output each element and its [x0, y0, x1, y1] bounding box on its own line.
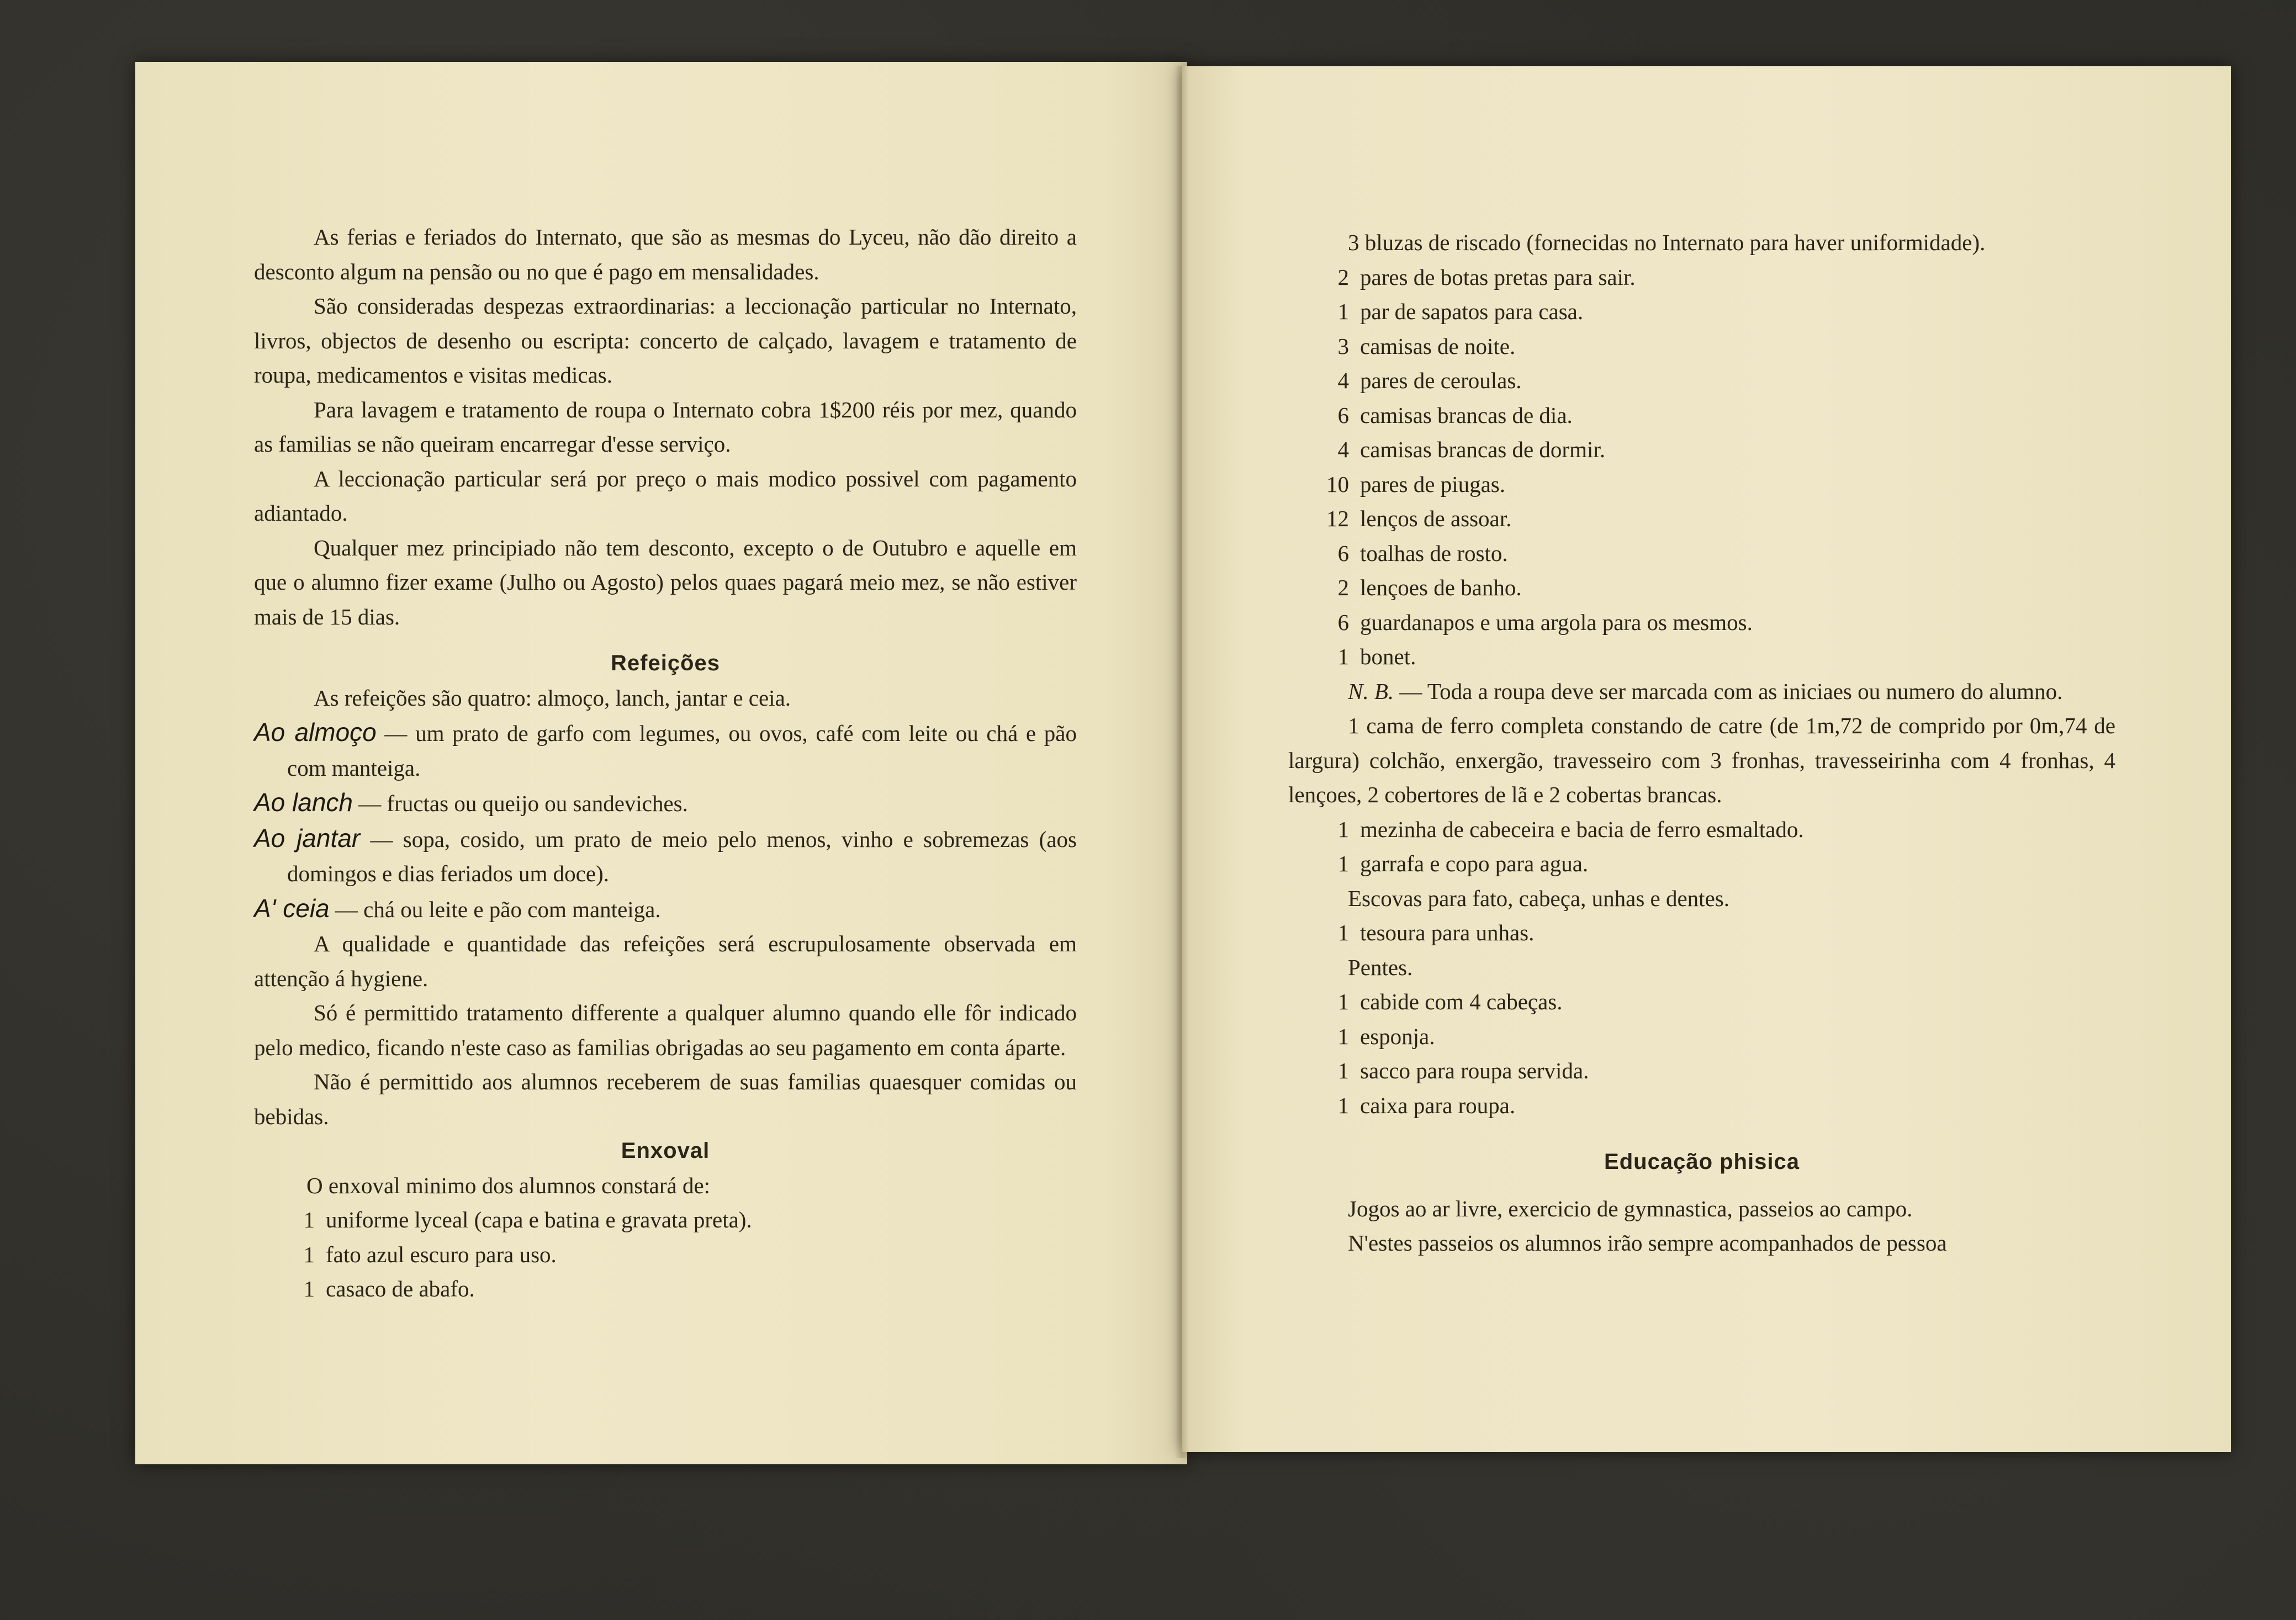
meal-text: — fructas ou queijo ou sandeviches.	[353, 791, 688, 816]
list-item: 12 lenços de assoar.	[1326, 506, 1512, 531]
paragraph: A qualidade e quantidade das refeições será escrupulosamente observada em attenção á hygiene.	[254, 931, 1077, 991]
list-item: 1 par de sapatos para casa.	[1337, 299, 1584, 324]
educacao-line: N'estes passeios os alumnos irão sempre acompanhados de pessoa	[1348, 1230, 1947, 1256]
right-page-text	[1288, 225, 2115, 1261]
list-item: 6 toalhas de rosto.	[1337, 540, 1508, 566]
meal-label: Ao lanch	[254, 788, 353, 817]
meal-almoco	[254, 715, 1077, 785]
nb-text: — Toda a roupa deve ser marcada com as iniciaes ou numero do alumno.	[1394, 678, 2063, 704]
list-item: 3 bluzas de riscado (fornecidas no Internato para haver uniformidade).	[1348, 230, 1986, 255]
list-item: 1 fato azul escuro para uso.	[303, 1241, 557, 1267]
enxoval-intro: O enxoval minimo dos alumnos constará de:	[306, 1172, 711, 1198]
list-item: 1 esponja.	[1337, 1023, 1435, 1049]
list-item: 4 pares de ceroulas.	[1337, 368, 1522, 393]
left-page-text	[254, 220, 1077, 1306]
educacao-line: Jogos ao ar livre, exercicio de gymnastica, passeios ao campo.	[1348, 1195, 1913, 1221]
meal-jantar	[254, 821, 1077, 891]
list-item: 4 camisas brancas de dormir.	[1337, 437, 1606, 462]
meal-label: A' ceia	[254, 893, 330, 923]
page-fold	[1175, 66, 1189, 1458]
nota-bene	[1288, 674, 2115, 709]
meal-text: — sopa, cosido, um prato de meio pelo menos, vinho e sobremezas (aos domingos e dias feriados um doce).	[287, 826, 1077, 886]
list-item: 1 cabide com 4 cabeças.	[1337, 989, 1563, 1014]
meal-label: Ao almoço	[254, 718, 377, 747]
heading-educacao-phisica: Educação phisica	[1604, 1150, 1800, 1174]
list-item: 3 camisas de noite.	[1337, 333, 1516, 359]
list-item: 1 garrafa e copo para agua.	[1337, 851, 1589, 876]
meal-text: — chá ou leite e pão com manteiga.	[329, 896, 661, 922]
heading-enxoval: Enxoval	[621, 1139, 710, 1163]
list-item: 1 caixa para roupa.	[1337, 1092, 1516, 1118]
paragraph: A leccionação particular será por preço o mais modico possivel com pagamento adiantado.	[254, 465, 1077, 526]
meal-text: — um prato de garfo com legumes, ou ovos, café com leite ou chá e pão com manteiga.	[287, 721, 1077, 781]
list-item: 1 bonet.	[1337, 644, 1416, 669]
nb-label: N. B.	[1348, 678, 1394, 704]
paragraph: Qualquer mez principiado não tem desconto, excepto o de Outubro e aquelle em que o alumno fizer exame (Julho ou Agosto) pelos quaes pagará meio mez, se não estiver mais de 15 dias.	[254, 534, 1077, 629]
heading-refeicoes: Refeições	[611, 651, 720, 675]
refeicoes-intro: As refeições são quatro: almoço, lanch, jantar e ceia.	[314, 685, 791, 711]
paragraph: As ferias e feriados do Internato, que são as mesmas do Lyceu, não dão direito a desconto algum na pensão ou no que é pago em mensalidades.	[254, 224, 1077, 284]
list-item: 10 pares de piugas.	[1326, 471, 1505, 497]
list-item: 6 guardanapos e uma argola para os mesmos.	[1337, 609, 1753, 635]
list-item: 6 camisas brancas de dia.	[1337, 402, 1573, 428]
meal-lanch	[254, 785, 1077, 821]
cama-paragraph: 1 cama de ferro completa constando de catre (de 1m,72 de comprido por 0m,74 de largura) colchão, enxergão, travesseiro com 3 fronhas, travesseirinha com 4 fronhas, 4 lençoes, 2 cobertores de lã e 2 cobertas brancas.	[1288, 713, 2115, 807]
list-item: 1 uniforme lyceal (capa e batina e gravata preta).	[303, 1207, 752, 1232]
list-item: 1 sacco para roupa servida.	[1337, 1058, 1589, 1083]
list-item: 2 pares de botas pretas para sair.	[1337, 264, 1636, 290]
list-item: 1 casaco de abafo.	[303, 1276, 475, 1301]
paragraph: São consideradas despezas extraordinarias: a leccionação particular no Internato, livros, objectos de desenho ou escripta: concerto de calçado, lavagem e tratamento de roupa, medicamentos e visitas medicas.	[254, 293, 1077, 388]
meal-label: Ao jantar	[254, 823, 361, 853]
paragraph: Só é permittido tratamento differente a qualquer alumno quando elle fôr indicado pelo medico, ficando n'este caso as familias obrigadas ao seu pagamento em conta áparte.	[254, 1000, 1077, 1060]
meal-ceia	[254, 891, 1077, 927]
list-item: 1 tesoura para unhas.	[1337, 920, 1535, 945]
list-item: Pentes.	[1348, 954, 1413, 980]
list-item: 1 mezinha de cabeceira e bacia de ferro esmaltado.	[1337, 816, 1804, 842]
paragraph: Para lavagem e tratamento de roupa o Internato cobra 1$200 réis por mez, quando as familias se não queiram encarregar d'esse serviço.	[254, 396, 1077, 457]
list-item: Escovas para fato, cabeça, unhas e dentes.	[1348, 885, 1729, 911]
list-item: 2 lençoes de banho.	[1337, 575, 1522, 600]
paragraph: Não é permittido aos alumnos receberem de suas familias quaesquer comidas ou bebidas.	[254, 1069, 1077, 1129]
